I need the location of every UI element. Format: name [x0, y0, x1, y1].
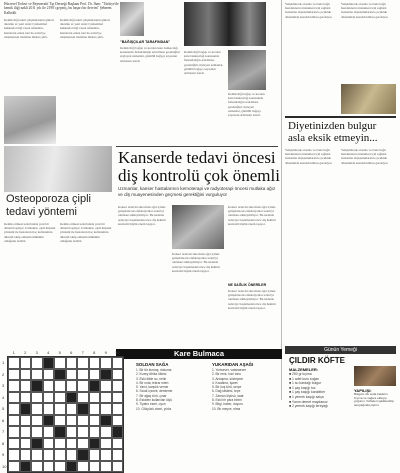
ingredient-item: ■ 1 çay kaşığı tuz	[289, 385, 316, 390]
kofte-photo	[354, 366, 396, 386]
dental-photo	[172, 205, 224, 249]
top-center-column: Kemik iliği bağışı ve kordon kanı bankacılığı konusunda farkındalığın artırılması gerektiğini söyleyen uzmanlar, gönüllü bağışçı sayısının artmasını istedi.	[120, 46, 180, 63]
puzzle-row-number: 7	[2, 429, 5, 434]
down-clue: 1. Yurtsever, vatansever	[212, 368, 247, 372]
right-column-divider	[281, 0, 282, 400]
down-clue: 6. Dağ silsilesi, tepe	[212, 389, 241, 394]
diet-article-text: Yetişkinlerde obezite ve buna bağlı hastalıkların önlenmesi için sağlıklı beslenme alışkanlıklarının çocukluk döneminde kazandırılması gerekiyor.	[285, 148, 333, 165]
kicker-text: Hücresel Tedavi ve Rejeneratif Tıp Derneği Başkanı Prof. Dr. Ihan: "Türkiye'de kemik iliği nakli 2011 yılı ile 2190'ı geçmiş, bu başarı bir devrim" Şebnem Kalbekli	[4, 2, 119, 15]
main-column-2: Kanser tedavisi sürecinde ağız içinde gelişebilecek enfeksiyonlar tedaviyi olumsuz etkileyebiliyor. Bu nedenle tedaviye başlamadan önce diş hekimi kontrolü büyük önem taşıyor.	[172, 252, 220, 273]
crossword-cell[interactable]	[100, 461, 112, 473]
crossword-black-cell	[100, 415, 112, 427]
puzzle-column-number: 9	[104, 350, 107, 355]
crossword-cell[interactable]	[43, 461, 55, 473]
crossword-cell[interactable]	[20, 357, 32, 369]
crossword-cell[interactable]	[54, 403, 66, 415]
osteoporosis-headline-line2: tedavi yöntemi	[6, 205, 77, 218]
crossword-cell[interactable]	[77, 380, 89, 392]
osteoporosis-headline	[6, 193, 112, 218]
main-article-top-rule	[116, 146, 278, 147]
crossword-cell[interactable]	[54, 380, 66, 392]
crossword-cell[interactable]	[31, 403, 43, 415]
main-column-1: Kanser tedavisi sürecinde ağız içinde gelişebilecek enfeksiyonlar tedaviyi olumsuz etkileyebiliyor. Bu nedenle tedaviye başlamadan önce diş hekimi kontrolü büyük önem taşıyor.	[118, 205, 166, 226]
across-clue: 4. Bir nota, tekrar eden	[136, 380, 169, 385]
crossword-cell[interactable]	[20, 415, 32, 427]
crossword-cell[interactable]	[112, 380, 124, 392]
crossword-cell[interactable]	[54, 357, 66, 369]
crossword-cell[interactable]	[100, 449, 112, 461]
osteoporosis-column-2: Kemik erimesi tedavisinde yeni bir dönem başlıyor. Uzmanlar, çipli implant yöntemi ile hastaların ilaç kullanımını düzenli takip etmenin mümkün olduğunu belirtti.	[60, 222, 112, 243]
method-text: Bulguru ılık suda bekletin. Kıyma ve soğanı ekleyip yoğurun. Köfteleri şekillendirip tereyağında pişirin.	[354, 392, 395, 407]
puzzle-row-number: 6	[2, 417, 5, 423]
down-clue: 5. Bir kuş türü, serçe	[212, 385, 242, 390]
osteoporosis-photo	[4, 146, 112, 192]
ingredient-item: ■ 250 gr kıyma	[289, 372, 312, 376]
puzzle-row-number: 8	[2, 440, 5, 446]
crossword-cell[interactable]	[31, 426, 43, 438]
puzzle-column-number: 10	[115, 350, 120, 355]
crossword-cell[interactable]	[66, 449, 78, 461]
diet-article-text-2: Yetişkinlerde obezite ve buna bağlı hastalıkların önlenmesi için sağlıklı beslenme alışkanlıklarının çocukluk döneminde kazandırılması gerekiyor.	[341, 148, 389, 165]
down-clues	[212, 368, 280, 411]
crossword-cell[interactable]	[112, 369, 124, 381]
crossword-cell[interactable]	[31, 415, 43, 427]
recipe-title: ÇILDIR KÖFTE	[289, 356, 345, 365]
crossword-black-cell	[89, 380, 101, 392]
crossword-cell[interactable]	[100, 438, 112, 450]
crossword-cell[interactable]	[20, 426, 32, 438]
puzzle-title: Kare Bulmaca	[173, 349, 225, 358]
crossword-cell[interactable]	[20, 380, 32, 392]
main-column-4: Kanser tedavisi sürecinde ağız içinde gelişebilecek enfeksiyonlar tedaviyi olumsuz etkileyebiliyor. Bu nedenle tedaviye başlamadan önce diş hekimi kontrolü büyük önem taşıyor.	[228, 289, 276, 310]
main-lead: Uzmanlar, kanser hastalarının kemoterapi ve radyoterapi öncesi mutlaka ağız ve diş muayenesinden geçmesi gerektiğini vurguluyor	[118, 186, 276, 197]
crossword-cell[interactable]	[89, 449, 101, 461]
quote-title: "BAĞIŞÇILAR TARAFINDAN"	[120, 40, 171, 44]
crossword-cell[interactable]	[20, 369, 32, 381]
crossword-cell[interactable]	[8, 426, 20, 438]
puzzle-row-number: 4	[2, 394, 5, 400]
crossword-cell[interactable]	[89, 461, 101, 473]
crossword-black-cell	[20, 461, 32, 473]
bulgur-photo	[341, 84, 396, 114]
crossword-cell[interactable]	[100, 392, 112, 404]
crossword-cell[interactable]	[100, 426, 112, 438]
crossword-cell[interactable]	[54, 449, 66, 461]
crossword-black-cell	[31, 380, 43, 392]
crossword-cell[interactable]	[31, 392, 43, 404]
main-headline	[118, 149, 280, 184]
crossword-cell[interactable]	[8, 357, 20, 369]
crossword-cell[interactable]	[8, 392, 20, 404]
crossword-cell[interactable]	[89, 403, 101, 415]
top-left-column-2: Kemik iliği nakli çalışmalarının güncel durumu ve yeni tedavi yöntemleri hakkında bilgi veren uzmanlar, hastaların erken tanı ile tedaviye ulaşmasının önemine dikkat çekti.	[60, 18, 110, 39]
crossword-cell[interactable]	[89, 357, 101, 369]
puzzle-column-number: 7	[81, 350, 84, 355]
across-clue: 8. Eskiden kullanılan ölçü	[136, 398, 172, 403]
crossword-cell[interactable]	[89, 426, 101, 438]
crossword-cell[interactable]	[8, 403, 20, 415]
crossword-cell[interactable]	[8, 369, 20, 381]
crossword-cell[interactable]	[112, 357, 124, 369]
crossword-cell[interactable]	[112, 438, 124, 450]
across-title: SOLDAN SAĞA	[136, 362, 169, 367]
down-clue: 2. Bir renk, kızıl tonu	[212, 372, 242, 377]
down-clue: 10. Bir meyve, elma	[212, 406, 241, 411]
puzzle-column-number: 5	[58, 350, 61, 355]
main-headline-line1: Kanserde tedavi öncesi	[118, 148, 276, 167]
crossword-cell[interactable]	[20, 438, 32, 450]
ingredients-title: MALZEMELER:	[289, 367, 319, 372]
crossword-cell[interactable]	[66, 415, 78, 427]
ingredient-item: ■ 2 yemek kaşığı tereyağı	[289, 404, 328, 409]
crossword-black-cell	[31, 438, 43, 450]
diet-headline-bar	[285, 116, 396, 118]
crossword-cell[interactable]	[112, 449, 124, 461]
recipe-banner	[285, 346, 396, 354]
main-headline-line2: diş kontrolü çok önemli	[118, 165, 280, 185]
crossword-cell[interactable]	[8, 438, 20, 450]
puzzle-column-number: 8	[93, 350, 96, 355]
crossword-cell[interactable]	[8, 380, 20, 392]
ingredient-item: ■ 1 yemek kaşığı salça	[289, 394, 324, 399]
crossword-cell[interactable]	[112, 461, 124, 473]
crossword-cell[interactable]	[43, 438, 55, 450]
osteoporosis-column-1: Kemik erimesi tedavisinde yeni bir dönem başlıyor. Uzmanlar, çipli implant yöntemi ile hastaların ilaç kullanımını düzenli takip etmenin mümkün olduğunu belirtti.	[4, 222, 56, 243]
crossword-black-cell	[43, 415, 55, 427]
ingredient-list	[289, 372, 351, 409]
across-clue: 6. Sıcak içecek, demleme	[136, 389, 173, 394]
puzzle-row-number: 10	[2, 463, 7, 469]
crossword-cell[interactable]	[54, 461, 66, 473]
puzzle-row-number: 2	[2, 371, 5, 377]
speaker-photo	[228, 50, 266, 90]
crossword-cell[interactable]	[100, 380, 112, 392]
across-clue: 5. Yanıt, karşılık verme	[136, 385, 169, 390]
puzzle-column-number: 4	[47, 350, 50, 355]
crossword-cell[interactable]	[89, 369, 101, 381]
crossword-cell[interactable]	[100, 403, 112, 415]
crossword-cell[interactable]	[112, 392, 124, 404]
crossword-cell[interactable]	[20, 392, 32, 404]
group-photo	[184, 2, 266, 46]
crossword-cell[interactable]	[89, 415, 101, 427]
crossword-cell[interactable]	[54, 392, 66, 404]
left-article-photo	[4, 96, 56, 144]
diet-headline	[288, 120, 396, 144]
crossword-black-cell	[89, 438, 101, 450]
down-clue: 8. Eski bir para birimi	[212, 398, 242, 403]
across-clue: 7. Bir ağaç türü, çınar	[136, 393, 167, 398]
main-subhead: NE SAĞLIK ÖNERİLER	[228, 283, 267, 287]
crossword-cell[interactable]	[43, 449, 55, 461]
down-clue: 7. Zaman ölçüsü, saat	[212, 393, 244, 398]
crossword-black-cell	[66, 461, 78, 473]
crossword-black-cell	[20, 403, 32, 415]
crossword-cell[interactable]	[66, 438, 78, 450]
crossword-cell[interactable]	[31, 449, 43, 461]
crossword-cell[interactable]	[77, 426, 89, 438]
crossword-cell[interactable]	[8, 461, 20, 473]
crossword-cell[interactable]	[43, 426, 55, 438]
right-column-text-2: Yetişkinlerde obezite ve buna bağlı hastalıkların önlenmesi için sağlıklı beslenme alışkanlıklarının çocukluk döneminde kazandırılması gerekiyor.	[341, 2, 389, 19]
puzzle-title-bar	[116, 349, 282, 359]
across-clue: 3. Eski dilde su, nehir	[136, 376, 167, 381]
across-clues	[136, 368, 208, 411]
crossword-black-cell	[112, 426, 124, 438]
puzzle-row-number: 5	[2, 406, 5, 411]
crossword-cell[interactable]	[31, 461, 43, 473]
recipe-banner-label: Günün Yemeği	[324, 347, 357, 353]
crossword-black-cell	[43, 357, 55, 369]
crossword-grid	[7, 356, 124, 473]
crossword-cell[interactable]	[20, 449, 32, 461]
crossword-cell[interactable]	[77, 438, 89, 450]
crossword-cell[interactable]	[43, 380, 55, 392]
crossword-cell[interactable]	[66, 357, 78, 369]
crossword-black-cell	[54, 426, 66, 438]
crossword-black-cell	[77, 403, 89, 415]
across-clue: 1. Bir tür kumaş, dokuma	[136, 368, 172, 372]
top-center-column-2: Kemik iliği bağışı ve kordon kanı bankacılığı konusunda farkındalığın artırılması gerektiğini söyleyen uzmanlar, gönüllü bağışçı sayısının artmasını istedi.	[184, 50, 224, 76]
top-center-column-3: Kemik iliği bağışı ve kordon kanı bankacılığı konusunda farkındalığın artırılması gerektiğini söyleyen uzmanlar, gönüllü bağışçı sayısının artmasını istedi.	[228, 92, 265, 118]
crossword-black-cell	[54, 369, 66, 381]
diet-headline-line1: Diyetinizden bulgur	[288, 120, 377, 132]
doctor-portrait	[120, 2, 144, 36]
across-clue: 9. Tiyatro eseri, oyun	[136, 402, 166, 407]
down-clue: 4. Kısaltma, işaret	[212, 380, 238, 385]
ingredient-item: ■ 1 su bardağı bulgur	[289, 381, 322, 386]
crossword-cell[interactable]	[66, 369, 78, 381]
crossword-cell[interactable]	[8, 415, 20, 427]
ingredient-item: ■ 1 çay kaşığı karabiber	[289, 390, 326, 395]
puzzle-row-number: 9	[2, 452, 5, 457]
main-column-3: Kanser tedavisi sürecinde ağız içinde gelişebilecek enfeksiyonlar tedaviyi olumsuz etkileyebiliyor. Bu nedenle tedaviye başlamadan önce diş hekimi kontrolü büyük önem taşıyor.	[228, 205, 276, 226]
crossword-cell[interactable]	[31, 369, 43, 381]
crossword-black-cell	[77, 449, 89, 461]
crossword-cell[interactable]	[77, 392, 89, 404]
puzzle-column-number: 6	[70, 350, 73, 355]
puzzle-column-number: 3	[35, 350, 38, 355]
crossword-cell[interactable]	[89, 392, 101, 404]
crossword-cell[interactable]	[8, 449, 20, 461]
crossword-cell[interactable]	[77, 357, 89, 369]
crossword-cell[interactable]	[100, 357, 112, 369]
crossword-cell[interactable]	[54, 438, 66, 450]
crossword-cell[interactable]	[66, 426, 78, 438]
puzzle-row-number: 3	[2, 383, 5, 388]
crossword-cell[interactable]	[43, 392, 55, 404]
across-clue: 10. Gökyüzü cismi, yıldız	[136, 406, 172, 411]
crossword-cell[interactable]	[54, 415, 66, 427]
puzzle-column-number: 1	[12, 350, 15, 355]
puzzle-row-number: 1	[2, 360, 5, 365]
crossword-cell[interactable]	[66, 403, 78, 415]
method-title: YAPILIŞI:	[354, 388, 372, 393]
osteoporosis-headline-line1: Osteoporoza çipli	[6, 193, 91, 205]
puzzle-column-number: 2	[24, 350, 27, 355]
ingredient-item: ■ Yarım demet maydanoz	[289, 399, 328, 404]
crossword-cell[interactable]	[112, 415, 124, 427]
crossword-cell[interactable]	[31, 357, 43, 369]
crossword-cell[interactable]	[43, 403, 55, 415]
crossword-cell[interactable]	[77, 415, 89, 427]
crossword-cell[interactable]	[43, 369, 55, 381]
down-clue: 3. Anlaşma, sözleşme	[212, 376, 244, 381]
top-left-column: Kemik iliği nakli çalışmalarının güncel durumu ve yeni tedavi yöntemleri hakkında bilgi veren uzmanlar, hastaların erken tanı ile tedaviye ulaşmasının önemine dikkat çekti.	[4, 18, 54, 39]
across-clue: 2. Kuzey Afrika ülkesi	[136, 372, 167, 377]
diet-headline-line2: asla eksik etmeyin...	[288, 132, 378, 144]
crossword-cell[interactable]	[77, 369, 89, 381]
crossword-cell[interactable]	[66, 380, 78, 392]
ingredient-item: ■ 1 adet kuru soğan	[289, 376, 320, 381]
crossword-black-cell	[66, 392, 78, 404]
down-clue: 9. Bilgi, haber, duyuru	[212, 402, 243, 407]
down-title: YUKARIDAN AŞAĞI	[212, 362, 254, 367]
right-column-text: Yetişkinlerde obezite ve buna bağlı hastalıkların önlenmesi için sağlıklı beslenme alışkanlıklarının çocukluk döneminde kazandırılması gerekiyor.	[285, 2, 333, 19]
crossword-black-cell	[100, 369, 112, 381]
crossword-cell[interactable]	[112, 403, 124, 415]
crossword-cell[interactable]	[77, 461, 89, 473]
